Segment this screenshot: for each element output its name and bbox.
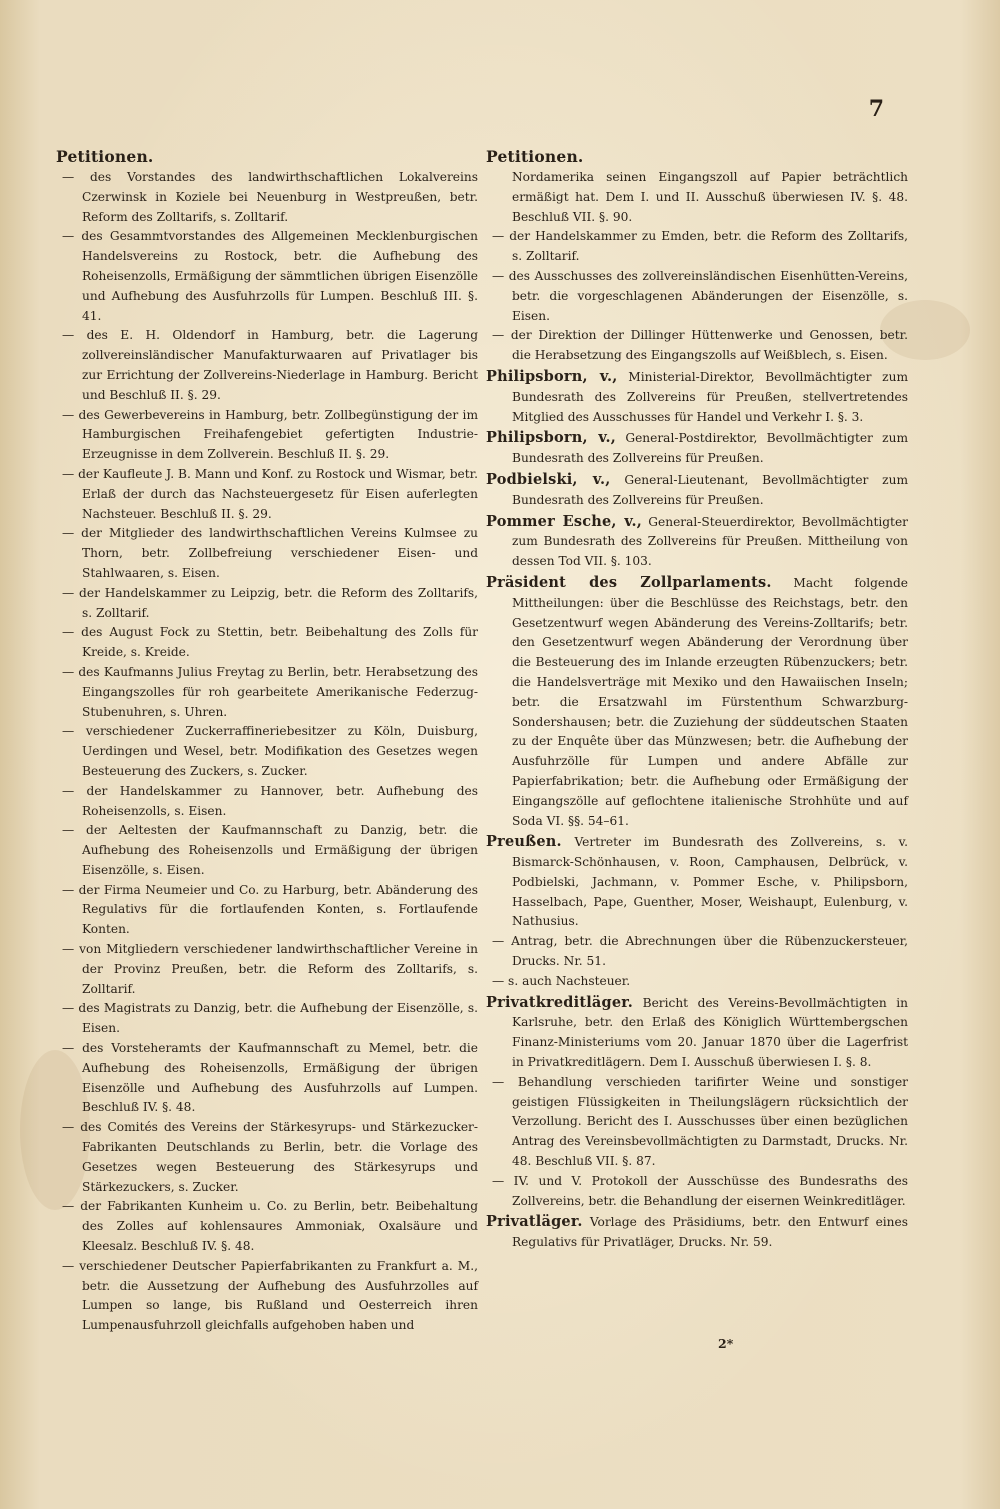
index-entry: — des August Fock zu Stettin, betr. Beibehaltung des Zolls für Kreide, s. Kreide. xyxy=(62,625,478,660)
head-entry xyxy=(486,428,908,469)
head-term: Privatläger. xyxy=(486,1213,583,1231)
head-entry xyxy=(486,512,908,572)
index-entry: — von Mitgliedern verschiedener landwirthschaftlicher Vereine in der Provinz Preußen, betr. die Reform des Zolltarifs, s. Zolltarif. xyxy=(62,942,478,996)
section-header: Petitionen. xyxy=(486,147,584,166)
head-term: Philipsborn, v., xyxy=(486,429,617,447)
index-entry: — des Vorstandes des landwirthschaftlichen Lokalvereins Czerwinsk in Koziele bei Neuenburg in Westpreußen, betr. Reform des Zolltarifs, s. Zolltarif. xyxy=(62,170,478,224)
head-entry xyxy=(486,832,908,932)
head-entry xyxy=(486,367,908,427)
right-head-entries xyxy=(486,367,908,932)
section-header: Petitionen. xyxy=(56,147,154,166)
index-entry: — IV. und V. Protokoll der Ausschüsse des Bundesraths des Zollvereins, betr. die Behandlung der eisernen Weinkreditläger. xyxy=(492,1173,908,1208)
head-text: Bericht des Vereins-Bevollmächtigten in Karlsruhe, betr. den Erlaß des Königlich Württembergschen Finanz-Ministeriums vom 20. Januar 1870 über die Lagerfrist in Privatkreditlägern. Dem I. Ausschuß überwiesen I. §. 8. xyxy=(512,995,908,1070)
right-column xyxy=(486,148,908,1253)
index-entry: — der Handelskammer zu Hannover, betr. Aufhebung des Roheisenzolls, s. Eisen. xyxy=(62,783,478,818)
index-entry: — des Kaufmanns Julius Freytag zu Berlin, betr. Herabsetzung des Eingangszolles für roh gearbeitete Amerikanische Federzug-Stubenuhren, s. Uhren. xyxy=(62,664,478,719)
head-term: Privatkreditläger. xyxy=(486,993,634,1011)
head-text: Vorlage des Präsidiums, betr. den Entwurf eines Regulativs für Privatläger, Drucks. Nr. 59. xyxy=(512,1215,908,1250)
index-entry: — der Aeltesten der Kaufmannschaft zu Danzig, betr. die Aufhebung des Roheisenzolls und Ermäßigung der übrigen Eisenzölle, s. Eisen. xyxy=(62,823,478,877)
head-term: Podbielski, v., xyxy=(486,470,611,488)
index-entry: — Antrag, betr. die Abrechnungen über die Rübenzuckersteuer, Drucks. Nr. 51. xyxy=(492,934,908,969)
index-entry: — s. auch Nachsteuer. xyxy=(492,973,631,988)
head-text: Ministerial-Direktor, Bevollmächtigter zum Bundesrath des Zollvereins für Preußen, stellvertretendes Mitglied des Ausschusses für Handel und Verkehr I. §. 3. xyxy=(512,369,909,424)
signature-mark: 2* xyxy=(718,1336,734,1351)
index-entry: — des Magistrats zu Danzig, betr. die Aufhebung der Eisenzölle, s. Eisen. xyxy=(62,1001,478,1036)
index-entry: — der Handelskammer zu Emden, betr. die Reform des Zolltarifs, s. Zolltarif. xyxy=(492,229,908,264)
index-entry: — der Direktion der Dillinger Hüttenwerke und Genossen, betr. die Herabsetzung des Eingangszolls auf Weißblech, s. Eisen. xyxy=(492,328,908,363)
index-entry: — verschiedener Deutscher Papierfabrikanten zu Frankfurt a. M., betr. die Aussetzung der Aufhebung des Ausfuhrzolles auf Lumpen so lange, bis Rußland und Oesterreich ihren Lumpenausfuhrzoll gleichfalls aufgehoben haben und xyxy=(62,1258,478,1333)
index-entry: — der Mitglieder des landwirthschaftlichen Vereins Kulmsee zu Thorn, betr. Zollbefreiung verschiedener Eisen- und Stahlwaaren, s. Eisen. xyxy=(62,526,478,580)
privatkredit-subentries xyxy=(486,1073,908,1212)
head-text: General-Postdirektor, Bevollmächtigter zum Bundesrath des Zollvereins für Preußen. xyxy=(512,431,909,466)
index-entry: — des Gesammtvorstandes des Allgemeinen Mecklenburgischen Handelsvereins zu Rostock, betr. die Aufhebung des Roheisenzolls, Ermäßigung der sämmtlichen übrigen Eisenzölle und Aufhebung des Ausfuhrzolls für Lumpen. Beschluß III. §. 41. xyxy=(62,229,478,323)
head-text: Macht folgende Mittheilungen: über die Beschlüsse des Reichstags, betr. den Gesetzentwurf wegen Abänderung des Vereins-Zolltarifs; betr. den Gesetzentwurf wegen Abänderung der Verordnung über die Besteuerung des im Inlande erzeugten Rübenzuckers; betr. die Handelsverträge mit Mexiko und den Hawaiischen Inseln; betr. die Ersatzwahl im Fürstenthum Schwarzburg-Sondershausen; betr. die Zuziehung der süddeutschen Staaten zu der Enquête über das Münzwesen; betr. die Aufhebung der Ausfuhrzölle für Lumpen und andere Abfälle zur Papierfabrikation; betr. die Aufhebung oder Ermäßigung der Eingangszölle auf geflochtene italienische Strohhüte und auf Soda VI. §§. 54–61. xyxy=(512,575,908,828)
head-text: General-Steuerdirektor, Bevollmächtigter zum Bundesrath des Zollvereins für Preußen. Mittheilung von dessen Tod VII. §. 103. xyxy=(512,514,908,569)
head-entry-privatkreditlaeger xyxy=(486,993,908,1073)
head-entry xyxy=(486,573,908,831)
head-term: Präsident des Zollparlaments. xyxy=(486,573,772,591)
right-entry-list xyxy=(486,227,908,366)
head-text: Vertreter im Bundesrath des Zollvereins, s. v. Bismarck-Schönhausen, v. Roon, Camphausen, Delbrück, v. Podbielski, Jachmann, v. Pommer Esche, v. Philipsborn, Hasselbach, Pape, Guenther, Moser, Weishaupt, Eulenburg, v. Nathusius. xyxy=(512,835,908,929)
head-entry xyxy=(486,470,908,511)
head-term: Preußen. xyxy=(486,833,562,851)
index-entry: — des Vorsteheramts der Kaufmannschaft zu Memel, betr. die Aufhebung des Roheisenzolls, Ermäßigung der übrigen Eisenzölle und Aufhebung des Ausfuhrzolls auf Lumpen. Beschluß IV. §. 48. xyxy=(62,1041,478,1115)
head-term: Philipsborn, v., xyxy=(486,367,618,385)
index-entry: — der Fabrikanten Kunheim u. Co. zu Berlin, betr. Beibehaltung des Zolles auf kohlensaures Ammoniak, Oxalsäure und Kleesalz. Beschluß IV. §. 48. xyxy=(62,1199,478,1254)
left-entry-list xyxy=(56,168,478,1336)
preussen-subentries xyxy=(486,932,908,991)
index-entry: — der Handelskammer zu Leipzig, betr. die Reform des Zolltarifs, s. Zolltarif. xyxy=(62,585,478,620)
page-number: 7 xyxy=(868,96,884,122)
head-term: Pommer Esche, v., xyxy=(486,512,642,530)
index-entry: — des Gewerbevereins in Hamburg, betr. Zollbegünstigung der im Hamburgischen Freihafengebiet gefertigten Industrie-Erzeugnisse in dem Zollverein. Beschluß II. §. 29. xyxy=(62,407,478,462)
index-entry: — der Firma Neumeier und Co. zu Harburg, betr. Abänderung des Regulativs für die fortlaufenden Konten, s. Fortlaufende Konten. xyxy=(62,882,478,937)
head-text: General-Lieutenant, Bevollmächtigter zum Bundesrath des Zollvereins für Preußen. xyxy=(512,472,908,507)
index-entry: — des Ausschusses des zollvereinsländischen Eisenhütten-Vereins, betr. die vorgeschlagenen Abänderungen der Eisenzölle, s. Eisen. xyxy=(492,268,908,323)
left-column xyxy=(56,148,478,1336)
index-entry: — des Comités des Vereins der Stärkesyrups- und Stärkezucker-Fabrikanten Deutschlands zu Berlin, betr. die Vorlage des Gesetzes wegen Besteuerung des Stärkesyrups und Stärkezuckers, s. Zucker. xyxy=(62,1120,478,1194)
index-entry: — des E. H. Oldendorf in Hamburg, betr. die Lagerung zollvereinsländischer Manufakturwaaren auf Privatlager bis zur Errichtung der Zollvereins-Niederlage in Hamburg. Bericht und Beschluß II. §. 29. xyxy=(62,328,478,402)
head-entry-privatlaeger xyxy=(486,1212,908,1253)
index-entry: — verschiedener Zuckerraffineriebesitzer zu Köln, Duisburg, Uerdingen und Wesel, betr. Modifikation des Gesetzes wegen Besteuerung des Zuckers, s. Zucker. xyxy=(62,724,478,778)
continued-entry: Nordamerika seinen Eingangszoll auf Papier beträchtlich ermäßigt hat. Dem I. und II. Ausschuß überwiesen IV. §. 48. Beschluß VII. §. 90. xyxy=(512,170,908,224)
index-entry: — der Kaufleute J. B. Mann und Konf. zu Rostock und Wismar, betr. Erlaß der durch das Nachsteuergesetz für Eisen auferlegten Nachsteuer. Beschluß II. §. 29. xyxy=(62,466,478,521)
index-entry: — Behandlung verschieden tarifirter Weine und sonstiger geistigen Flüssigkeiten in Theilungslägern rücksichtlich der Verzollung. Bericht des I. Ausschusses über einen bezüglichen Antrag des Vereinsbevollmächtigten zu Darmstadt, Drucks. Nr. 48. Beschluß VII. §. 87. xyxy=(492,1074,908,1169)
